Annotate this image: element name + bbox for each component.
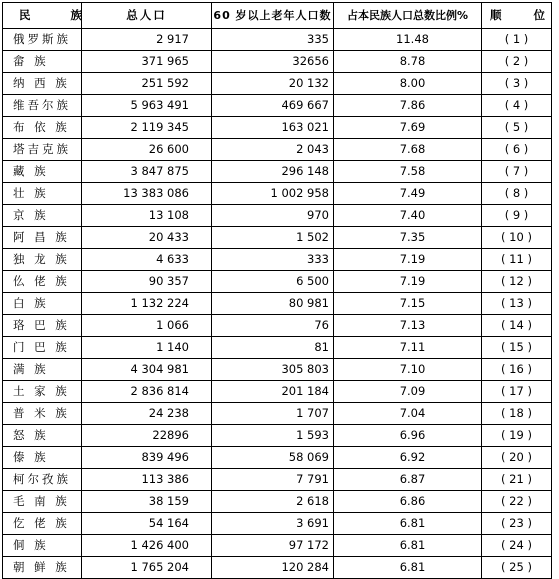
- cell-rank: ( 4 ): [482, 95, 552, 117]
- header-ratio: 占本民族人口总数比例%: [334, 3, 482, 29]
- cell-ethnicity: 俄罗斯族: [3, 29, 82, 51]
- cell-elderly-count: 296 148: [212, 161, 334, 183]
- cell-ethnicity: 土 家 族: [3, 381, 82, 403]
- table-row: [3, 425, 552, 447]
- cell-ethnicity: 壮 族: [3, 183, 82, 205]
- cell-total-population: 90 357: [82, 271, 212, 293]
- cell-total-population: 1 765 204: [82, 557, 212, 579]
- cell-elderly-count: 81: [212, 337, 334, 359]
- table-row: [3, 29, 552, 51]
- table-row: [3, 51, 552, 73]
- cell-elderly-count: 469 667: [212, 95, 334, 117]
- table-row: [3, 557, 552, 579]
- cell-ratio: 7.58: [334, 161, 482, 183]
- cell-elderly-count: 97 172: [212, 535, 334, 557]
- cell-total-population: 4 633: [82, 249, 212, 271]
- table-row: [3, 271, 552, 293]
- header-row: [3, 3, 552, 29]
- cell-elderly-count: 2 043: [212, 139, 334, 161]
- cell-ratio: 7.19: [334, 271, 482, 293]
- cell-total-population: 5 963 491: [82, 95, 212, 117]
- cell-total-population: 839 496: [82, 447, 212, 469]
- cell-total-population: 38 159: [82, 491, 212, 513]
- cell-elderly-count: 6 500: [212, 271, 334, 293]
- cell-ratio: 6.92: [334, 447, 482, 469]
- cell-ratio: 7.69: [334, 117, 482, 139]
- cell-total-population: 251 592: [82, 73, 212, 95]
- cell-ethnicity: 门 巴 族: [3, 337, 82, 359]
- cell-ethnicity: 柯尔孜族: [3, 469, 82, 491]
- cell-rank: ( 22 ): [482, 491, 552, 513]
- cell-ethnicity: 仡 佬 族: [3, 513, 82, 535]
- table-row: [3, 117, 552, 139]
- table-header: [3, 3, 559, 29]
- header-total-population: 总人口: [82, 3, 212, 29]
- cell-ratio: 6.96: [334, 425, 482, 447]
- table-row: [3, 359, 552, 381]
- cell-ratio: 7.68: [334, 139, 482, 161]
- cell-total-population: 1 066: [82, 315, 212, 337]
- cell-ethnicity: 白 族: [3, 293, 82, 315]
- cell-ethnicity: 傣 族: [3, 447, 82, 469]
- cell-rank: ( 6 ): [482, 139, 552, 161]
- cell-ratio: 7.35: [334, 227, 482, 249]
- cell-ethnicity: 独 龙 族: [3, 249, 82, 271]
- cell-ratio: 7.40: [334, 205, 482, 227]
- cell-ethnicity: 藏 族: [3, 161, 82, 183]
- cell-rank: ( 7 ): [482, 161, 552, 183]
- cell-rank: ( 18 ): [482, 403, 552, 425]
- cell-rank: ( 21 ): [482, 469, 552, 491]
- table-row: [3, 183, 552, 205]
- cell-total-population: 371 965: [82, 51, 212, 73]
- table-row: [3, 73, 552, 95]
- cell-ratio: 7.10: [334, 359, 482, 381]
- cell-rank: ( 19 ): [482, 425, 552, 447]
- cell-ethnicity: 普 米 族: [3, 403, 82, 425]
- cell-elderly-count: 20 132: [212, 73, 334, 95]
- cell-elderly-count: 76: [212, 315, 334, 337]
- cell-ratio: 7.19: [334, 249, 482, 271]
- cell-ratio: 8.00: [334, 73, 482, 95]
- table-row: [3, 381, 552, 403]
- cell-rank: ( 3 ): [482, 73, 552, 95]
- cell-elderly-count: 970: [212, 205, 334, 227]
- cell-total-population: 4 304 981: [82, 359, 212, 381]
- cell-elderly-count: 80 981: [212, 293, 334, 315]
- table-row: [3, 95, 552, 117]
- cell-ratio: 7.13: [334, 315, 482, 337]
- cell-elderly-count: 1 502: [212, 227, 334, 249]
- cell-rank: ( 8 ): [482, 183, 552, 205]
- cell-elderly-count: 3 691: [212, 513, 334, 535]
- cell-total-population: 1 426 400: [82, 535, 212, 557]
- cell-ethnicity: 阿 昌 族: [3, 227, 82, 249]
- header-elderly-count: 60 岁以上老年人口数: [212, 3, 334, 29]
- cell-ratio: 7.04: [334, 403, 482, 425]
- cell-ethnicity: 满 族: [3, 359, 82, 381]
- cell-rank: ( 17 ): [482, 381, 552, 403]
- cell-total-population: 54 164: [82, 513, 212, 535]
- cell-ratio: 8.78: [334, 51, 482, 73]
- cell-rank: ( 15 ): [482, 337, 552, 359]
- cell-total-population: 2 119 345: [82, 117, 212, 139]
- cell-total-population: 26 600: [82, 139, 212, 161]
- cell-ratio: 6.86: [334, 491, 482, 513]
- cell-total-population: 1 132 224: [82, 293, 212, 315]
- table-row: [3, 447, 552, 469]
- cell-ethnicity: 怒 族: [3, 425, 82, 447]
- cell-rank: ( 2 ): [482, 51, 552, 73]
- cell-rank: ( 12 ): [482, 271, 552, 293]
- table-row: [3, 315, 552, 337]
- header-ethnicity: 民 族: [3, 3, 82, 29]
- cell-ratio: 11.48: [334, 29, 482, 51]
- cell-ratio: 7.09: [334, 381, 482, 403]
- table-row: [3, 293, 552, 315]
- cell-elderly-count: 163 021: [212, 117, 334, 139]
- table-body: [3, 29, 552, 579]
- header-rank: 顺 位: [482, 3, 552, 29]
- cell-ethnicity: 仫 佬 族: [3, 271, 82, 293]
- cell-rank: ( 20 ): [482, 447, 552, 469]
- cell-ethnicity: 纳 西 族: [3, 73, 82, 95]
- cell-rank: ( 13 ): [482, 293, 552, 315]
- cell-rank: ( 5 ): [482, 117, 552, 139]
- cell-ratio: 6.81: [334, 557, 482, 579]
- cell-elderly-count: 333: [212, 249, 334, 271]
- cell-ratio: 7.15: [334, 293, 482, 315]
- table-row: [3, 139, 552, 161]
- cell-elderly-count: 32656: [212, 51, 334, 73]
- cell-ethnicity: 塔吉克族: [3, 139, 82, 161]
- cell-ratio: 6.87: [334, 469, 482, 491]
- table-row: [3, 403, 552, 425]
- cell-ratio: 7.86: [334, 95, 482, 117]
- table-row: [3, 227, 552, 249]
- cell-rank: ( 24 ): [482, 535, 552, 557]
- cell-ethnicity: 毛 南 族: [3, 491, 82, 513]
- cell-ethnicity: 朝 鲜 族: [3, 557, 82, 579]
- cell-elderly-count: 201 184: [212, 381, 334, 403]
- cell-rank: ( 9 ): [482, 205, 552, 227]
- table-row: [3, 337, 552, 359]
- cell-rank: ( 16 ): [482, 359, 552, 381]
- cell-elderly-count: 1 593: [212, 425, 334, 447]
- cell-total-population: 13 383 086: [82, 183, 212, 205]
- cell-ethnicity: 畲 族: [3, 51, 82, 73]
- cell-elderly-count: 58 069: [212, 447, 334, 469]
- cell-total-population: 22896: [82, 425, 212, 447]
- cell-total-population: 2 917: [82, 29, 212, 51]
- cell-ethnicity: 布 依 族: [3, 117, 82, 139]
- cell-total-population: 1 140: [82, 337, 212, 359]
- cell-rank: ( 25 ): [482, 557, 552, 579]
- cell-total-population: 20 433: [82, 227, 212, 249]
- cell-total-population: 2 836 814: [82, 381, 212, 403]
- table-row: [3, 161, 552, 183]
- table-row: [3, 205, 552, 227]
- cell-elderly-count: 1 707: [212, 403, 334, 425]
- cell-total-population: 24 238: [82, 403, 212, 425]
- table-row: [3, 469, 552, 491]
- cell-elderly-count: 120 284: [212, 557, 334, 579]
- cell-elderly-count: 305 803: [212, 359, 334, 381]
- cell-ethnicity: 维吾尔族: [3, 95, 82, 117]
- cell-ratio: 7.11: [334, 337, 482, 359]
- cell-elderly-count: 1 002 958: [212, 183, 334, 205]
- cell-rank: ( 11 ): [482, 249, 552, 271]
- cell-elderly-count: 2 618: [212, 491, 334, 513]
- cell-ethnicity: 珞 巴 族: [3, 315, 82, 337]
- cell-total-population: 13 108: [82, 205, 212, 227]
- cell-ratio: 6.81: [334, 513, 482, 535]
- cell-rank: ( 10 ): [482, 227, 552, 249]
- cell-ethnicity: 侗 族: [3, 535, 82, 557]
- table-row: [3, 249, 552, 271]
- table-row: [3, 513, 552, 535]
- cell-ethnicity: 京 族: [3, 205, 82, 227]
- cell-ratio: 7.49: [334, 183, 482, 205]
- table-row: [3, 535, 552, 557]
- cell-total-population: 113 386: [82, 469, 212, 491]
- table-row: [3, 491, 552, 513]
- cell-elderly-count: 335: [212, 29, 334, 51]
- cell-elderly-count: 7 791: [212, 469, 334, 491]
- cell-ratio: 6.81: [334, 535, 482, 557]
- cell-rank: ( 14 ): [482, 315, 552, 337]
- cell-rank: ( 1 ): [482, 29, 552, 51]
- cell-total-population: 3 847 875: [82, 161, 212, 183]
- elderly-population-table: [2, 2, 559, 579]
- cell-rank: ( 23 ): [482, 513, 552, 535]
